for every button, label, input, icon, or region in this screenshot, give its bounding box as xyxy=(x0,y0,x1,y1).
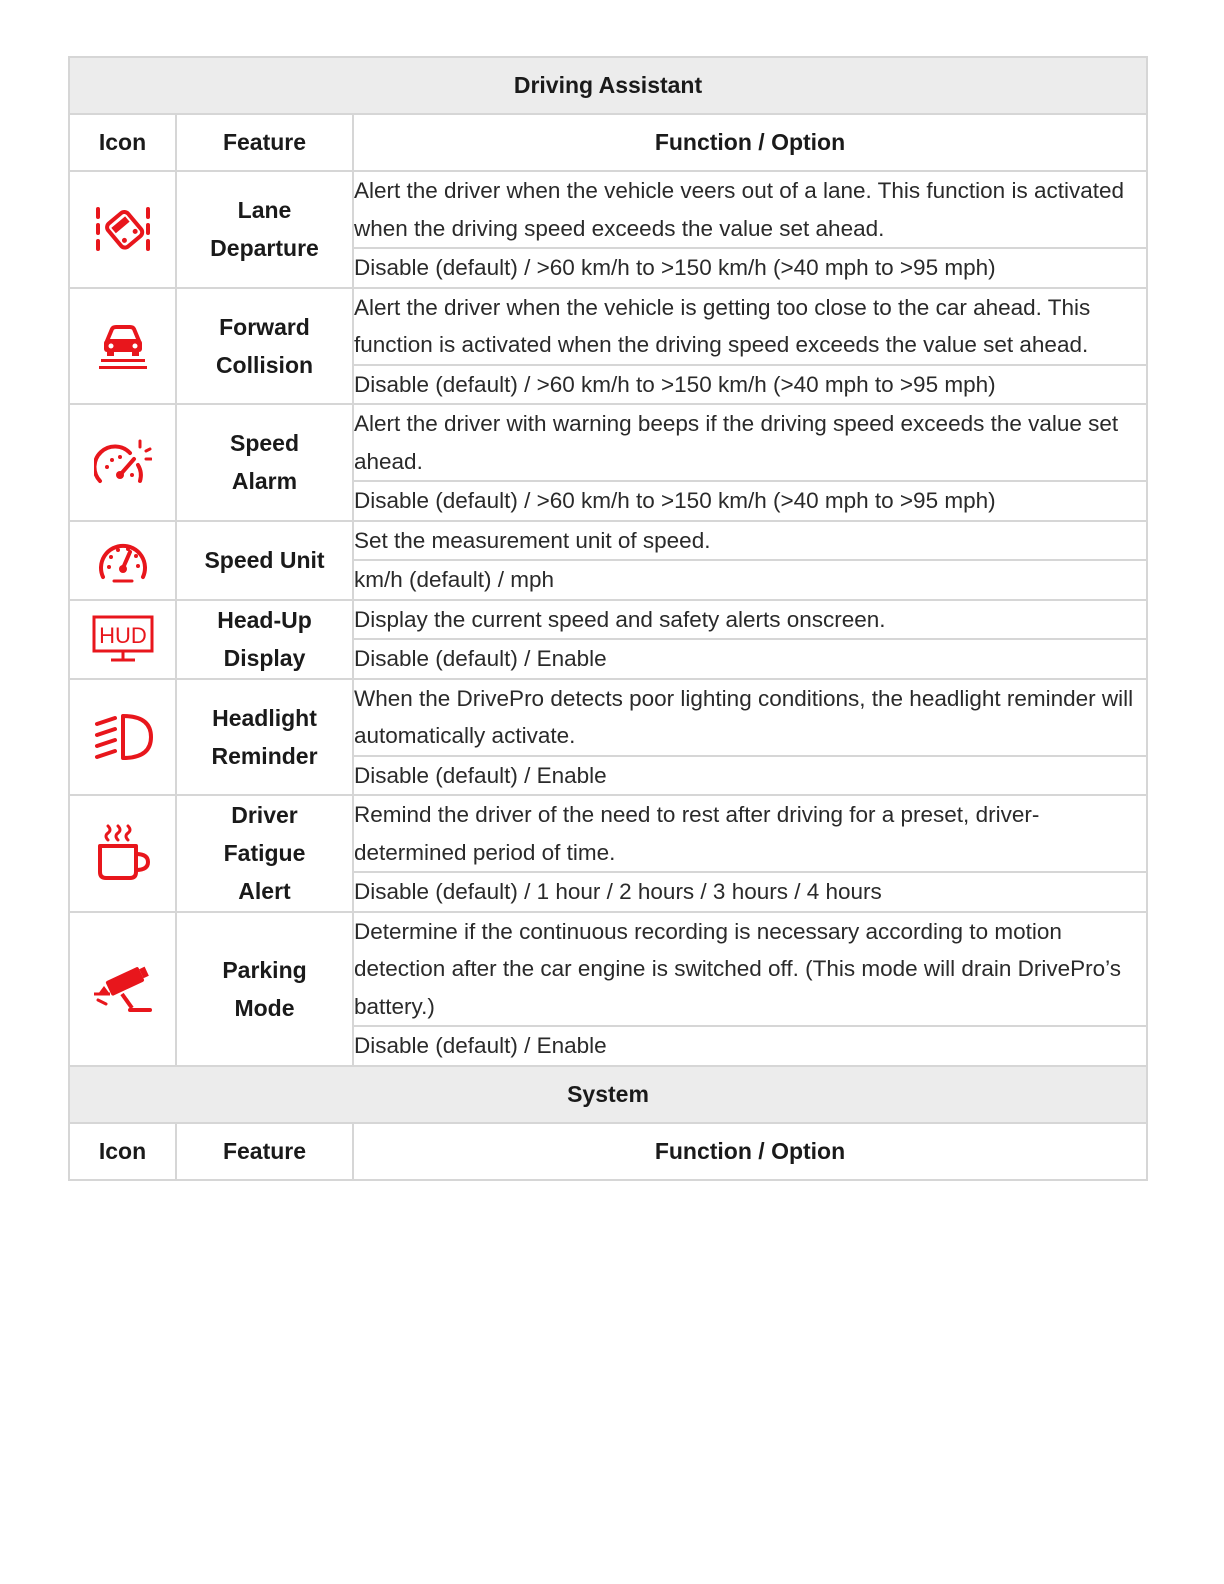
feature-line: Departure xyxy=(210,235,319,262)
feature-description: Display the current speed and safety alerts onscreen. xyxy=(353,600,1147,640)
icon-cell xyxy=(69,600,176,679)
feature-description: Determine if the continuous recording is necessary according to motion detection after the car engine is switched off. (This mode will drain DrivePro’s battery.) xyxy=(353,912,1147,1027)
table-row xyxy=(69,288,1147,365)
hud-icon-label: HUD xyxy=(98,623,147,648)
icon-cell xyxy=(69,404,176,521)
feature-line: Driver xyxy=(231,802,298,829)
feature-line: Alert xyxy=(238,878,291,905)
feature-line: Speed xyxy=(229,430,300,457)
forward-collision-icon xyxy=(97,321,149,371)
feature-line: Lane xyxy=(237,197,292,224)
feature-name-speed-alarm xyxy=(176,404,353,521)
speedometer-icon xyxy=(94,535,152,585)
speed-alarm-icon xyxy=(94,437,152,487)
feature-line: Headlight xyxy=(212,704,317,731)
table-row xyxy=(69,679,1147,756)
feature-line: Mode xyxy=(234,994,295,1021)
feature-description: Alert the driver with warning beeps if the driving speed exceeds the value set ahead. xyxy=(353,404,1147,481)
icon-cell xyxy=(69,912,176,1066)
feature-name-driver-fatigue-alert xyxy=(176,795,353,912)
feature-options: Disable (default) / >60 km/h to >150 km/h (>40 mph to >95 mph) xyxy=(353,248,1147,288)
table-row xyxy=(69,404,1147,481)
icon-cell xyxy=(69,521,176,600)
section-header-system xyxy=(69,1066,1147,1123)
feature-description: Remind the driver of the need to rest after driving for a preset, driver-determined period of time. xyxy=(353,795,1147,872)
table-row xyxy=(69,171,1147,248)
hud-icon xyxy=(92,614,154,664)
feature-line: Reminder xyxy=(211,742,318,769)
column-header-function: Function / Option xyxy=(353,114,1147,171)
column-header-row xyxy=(69,1123,1147,1180)
feature-options: Disable (default) / Enable xyxy=(353,756,1147,796)
icon-cell xyxy=(69,288,176,405)
feature-description: Alert the driver when the vehicle veers out of a lane. This function is activated when the driving speed exceeds the value set ahead. xyxy=(353,171,1147,248)
feature-name-lane-departure xyxy=(176,171,353,288)
headlight-icon xyxy=(93,712,153,762)
section-header-driving-assistant xyxy=(69,57,1147,114)
feature-line: Parking xyxy=(222,956,307,983)
security-camera-icon xyxy=(92,964,154,1014)
feature-description: When the DrivePro detects poor lighting conditions, the headlight reminder will automatically activate. xyxy=(353,679,1147,756)
column-header-row xyxy=(69,114,1147,171)
lane-departure-icon xyxy=(94,203,152,255)
feature-name-parking-mode xyxy=(176,912,353,1066)
section-title: Driving Assistant xyxy=(69,57,1147,114)
feature-name-headlight-reminder xyxy=(176,679,353,796)
icon-cell xyxy=(69,171,176,288)
column-header-feature: Feature xyxy=(176,114,353,171)
feature-options: km/h (default) / mph xyxy=(353,560,1147,600)
column-header-icon: Icon xyxy=(69,1123,176,1180)
feature-line: Display xyxy=(223,645,306,671)
feature-line: Fatigue xyxy=(223,840,306,867)
table-row xyxy=(69,600,1147,640)
feature-name-forward-collision xyxy=(176,288,353,405)
feature-options: Disable (default) / >60 km/h to >150 km/h (>40 mph to >95 mph) xyxy=(353,481,1147,521)
icon-cell xyxy=(69,679,176,796)
feature-table xyxy=(68,56,1148,1181)
table-row xyxy=(69,521,1147,561)
feature-options: Disable (default) / Enable xyxy=(353,1026,1147,1066)
feature-line: Collision xyxy=(215,351,314,378)
feature-line: Forward xyxy=(219,313,310,340)
section-title: System xyxy=(69,1066,1147,1123)
column-header-icon: Icon xyxy=(69,114,176,171)
feature-line: Speed Unit xyxy=(204,547,325,573)
feature-name-speed-unit xyxy=(176,521,353,600)
column-header-feature: Feature xyxy=(176,1123,353,1180)
feature-description: Alert the driver when the vehicle is getting too close to the car ahead. This function is activated when the driving speed exceeds the value set ahead. xyxy=(353,288,1147,365)
feature-options: Disable (default) / Enable xyxy=(353,639,1147,679)
table-row xyxy=(69,795,1147,872)
feature-options: Disable (default) / 1 hour / 2 hours / 3 hours / 4 hours xyxy=(353,872,1147,912)
icon-cell xyxy=(69,795,176,912)
column-header-function: Function / Option xyxy=(353,1123,1147,1180)
coffee-cup-icon xyxy=(94,824,152,882)
feature-description: Set the measurement unit of speed. xyxy=(353,521,1147,561)
feature-options: Disable (default) / >60 km/h to >150 km/h (>40 mph to >95 mph) xyxy=(353,365,1147,405)
feature-name-head-up-display xyxy=(176,600,353,679)
table-row xyxy=(69,912,1147,1027)
feature-line: Head-Up xyxy=(217,607,312,633)
feature-line: Alarm xyxy=(231,468,298,495)
